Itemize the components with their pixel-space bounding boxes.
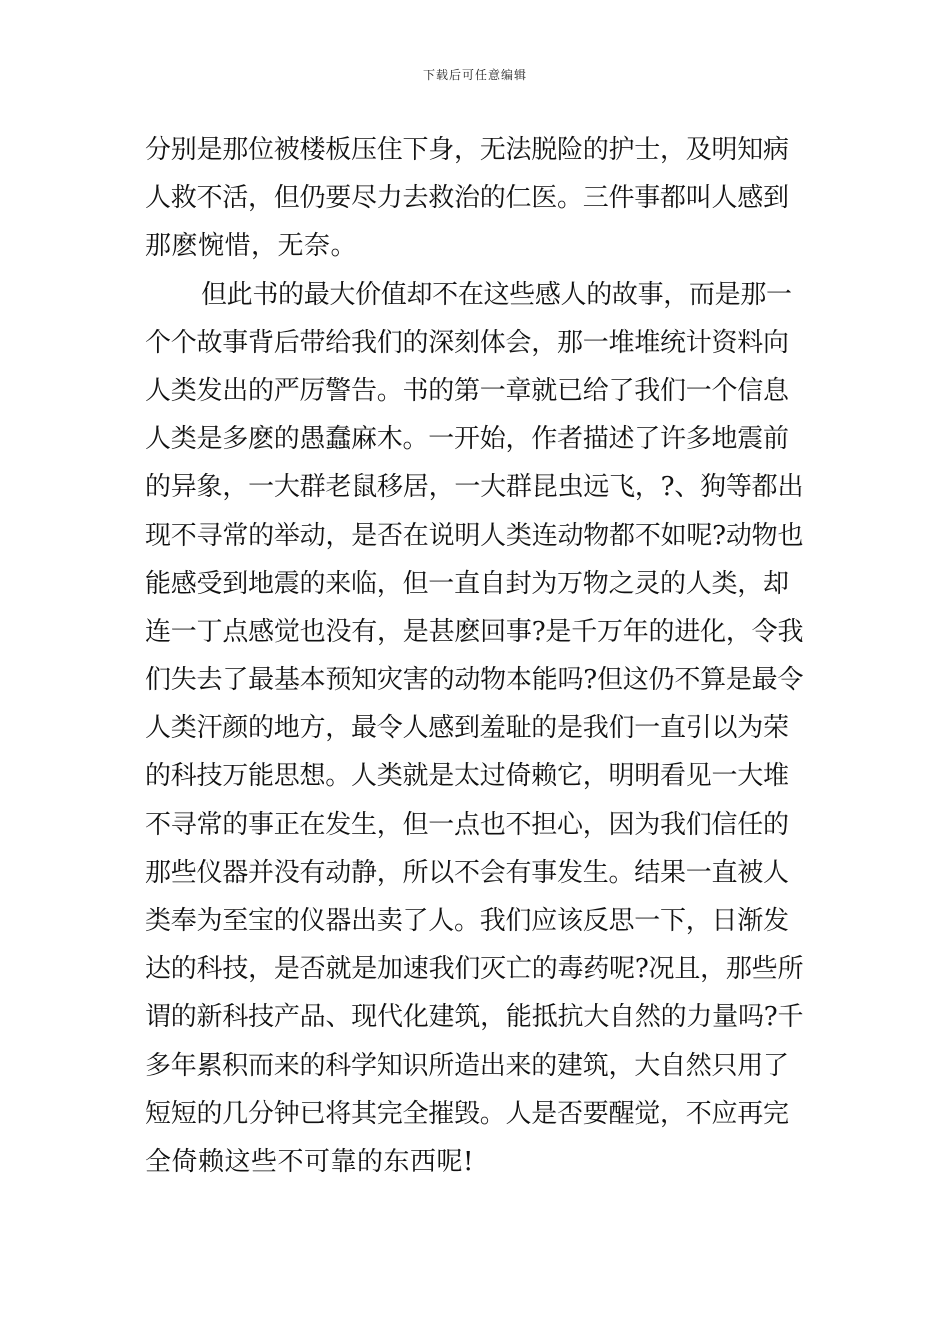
text-line: 人类发出的严厉警告。书的第一章就已给了我们一个信息 xyxy=(145,375,789,406)
text-line: 那麽惋惜，无奈。 xyxy=(145,231,358,262)
text-line: 达的科技，是否就是加速我们灭亡的毒药呢?况且，那些所 xyxy=(145,954,804,985)
text-line: 人救不活，但仍要尽力去救治的仁医。三件事都叫人感到 xyxy=(145,183,789,214)
text-line: 短短的几分钟已将其完全摧毁。人是否要醒觉，不应再完 xyxy=(145,1098,789,1129)
text-line: 现不寻常的举动，是否在说明人类连动物都不如呢?动物也 xyxy=(145,520,804,551)
text-line: 个个故事背后带给我们的深刻体会，那一堆堆统计资料向 xyxy=(145,327,789,358)
text-line: 但此书的最大价值却不在这些感人的故事，而是那一 xyxy=(201,279,792,310)
text-line: 的异象，一大群老鼠移居，一大群昆虫远飞，?、狗等都出 xyxy=(145,472,804,503)
text-line: 能感受到地震的来临，但一直自封为万物之灵的人类，却 xyxy=(145,568,789,599)
text-line: 人类是多麽的愚蠢麻木。一开始，作者描述了许多地震前 xyxy=(145,424,789,455)
text-line: 那些仪器并没有动静，所以不会有事发生。结果一直被人 xyxy=(145,857,789,888)
text-line: 们失去了最基本预知灾害的动物本能吗?但这仍不算是最令 xyxy=(145,665,804,696)
text-line: 的科技万能思想。人类就是太过倚赖它，明明看见一大堆 xyxy=(145,761,789,792)
text-line: 全倚赖这些不可靠的东西呢! xyxy=(145,1146,474,1177)
text-line: 连一丁点感觉也没有，是甚麽回事?是千万年的进化，令我 xyxy=(145,616,804,647)
text-line: 不寻常的事正在发生，但一点也不担心，因为我们信任的 xyxy=(145,809,789,840)
body-text xyxy=(145,126,825,1186)
text-line: 谓的新科技产品、现代化建筑，能抵抗大自然的力量吗?千 xyxy=(145,1002,804,1033)
text-line: 人类汗颜的地方，最令人感到羞耻的是我们一直引以为荣 xyxy=(145,713,789,744)
text-line: 类奉为至宝的仪器出卖了人。我们应该反思一下，日渐发 xyxy=(145,906,789,936)
text-line: 多年累积而来的科学知识所造出来的建筑，大自然只用了 xyxy=(145,1050,789,1081)
page-header: 下载后可任意编辑 xyxy=(422,68,527,82)
text-line: 分别是那位被楼板压住下身，无法脱险的护士，及明知病 xyxy=(145,135,789,165)
